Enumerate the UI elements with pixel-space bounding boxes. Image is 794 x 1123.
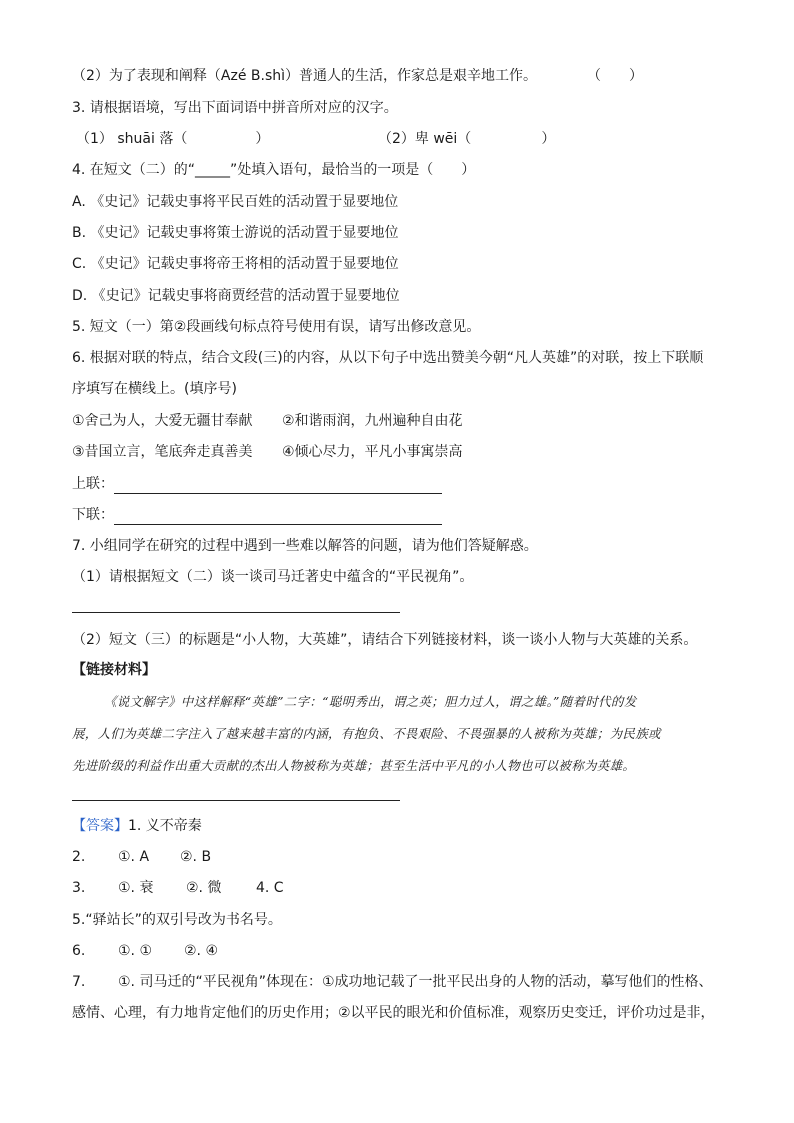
- q7-title: 7. 小组同学在研究的过程中遇到一些难以解答的问题，请为他们答疑解惑。: [72, 538, 538, 554]
- q6-upper-answer-blank[interactable]: [114, 477, 442, 494]
- q3-item2-prefix: （2）卑 wēi（: [378, 131, 472, 147]
- q7-material-title: 【链接材料】: [72, 662, 156, 678]
- q6-lower-answer-blank[interactable]: [114, 508, 442, 525]
- q6-title-line1: 6. 根据对联的特点，结合文段(三)的内容，从以下句子中选出赞美今朝“凡人英雄”的对联，按上下联顺: [72, 350, 704, 366]
- q6-upper-label: 上联：: [72, 476, 114, 492]
- q7-material-line-1: 《说文解字》中这样解释“英雄”二字：“聪明秀出，谓之英；胆力过人，谓之雄。”随着时代的发: [104, 694, 637, 709]
- answer-3-item2: ②. 微: [186, 880, 222, 896]
- q6-upper-line: [72, 474, 442, 494]
- q6-couplet-3: ③昔国立言，笔底奔走真善美: [72, 444, 253, 460]
- answer-7-line2: 感情、心理，有力地肯定他们的历史作用；②以平民的眼光和价值标准，观察历史变迁，评价功过是非，: [72, 1005, 715, 1021]
- answer-1: 1. 义不帝秦: [128, 818, 202, 834]
- q7-sub1-answer-line[interactable]: [72, 612, 400, 613]
- q3-title: 3. 请根据语境，写出下面词语中拼音所对应的汉字。: [72, 100, 398, 116]
- q6-lower-line: [72, 505, 442, 525]
- answer-7-line1: ①. 司马迁的“平民视角”体现在：①成功地记载了一批平民出身的人物的活动，摹写他们的性格、: [118, 974, 713, 990]
- q6-couplet-2: ②和谐雨润，九州遍种自由花: [282, 413, 463, 429]
- answer-5: 5.“驿站长”的双引号改为书名号。: [72, 912, 282, 928]
- q5-title: 5. 短文（一）第②段画线句标点符号使用有误，请写出修改意见。: [72, 319, 481, 335]
- q2-sub2-text: （2）为了表现和阐释（Azé B.shì）普通人的生活，作家总是艰辛地工作。: [72, 68, 538, 84]
- q4-title: 4. 在短文（二）的“_____”处填入语句，最恰当的一项是（ ）: [72, 162, 476, 178]
- q6-couplet-1: ①舍己为人，大爱无疆甘奉献: [72, 413, 253, 429]
- answer-3-num: 3.: [72, 880, 86, 896]
- answer-6-num: 6.: [72, 943, 86, 959]
- q7-material-line-2: 展，人们为英雄二字注入了越来越丰富的内涵，有抱负、不畏艰险、不畏强暴的人被称为英雄；为民族或: [72, 726, 661, 741]
- answer-tag: 【答案】: [72, 818, 128, 834]
- q4-option-b[interactable]: B. 《史记》记载史事将策士游说的活动置于显要地位: [72, 225, 399, 241]
- answer-2-item1: ①. A: [118, 849, 150, 865]
- q7-sub1: （1）请根据短文（二）谈一谈司马迁著史中蕴含的“平民视角”。: [72, 569, 474, 585]
- q6-lower-label: 下联：: [72, 507, 114, 523]
- q3-item1-prefix: （1） shuāi 落（: [76, 131, 188, 147]
- q4-option-c[interactable]: C. 《史记》记载史事将帝王将相的活动置于显要地位: [72, 256, 399, 272]
- q6-couplet-4: ④倾心尽力，平凡小事寓崇高: [282, 444, 463, 460]
- q4-option-a[interactable]: A. 《史记》记载史事将平民百姓的活动置于显要地位: [72, 194, 399, 210]
- q3-item2-suffix: ）: [541, 131, 556, 147]
- answer-3-item1: ①. 衰: [118, 880, 154, 896]
- q7-sub2-answer-line[interactable]: [72, 800, 400, 801]
- q4-option-d[interactable]: D. 《史记》记载史事将商贾经营的活动置于显要地位: [72, 288, 400, 304]
- q2-sub2-answer-paren: （ ）: [587, 68, 643, 84]
- answer-2-num: 2.: [72, 849, 86, 865]
- q6-title-line2: 序填写在横线上。(填序号): [72, 381, 237, 397]
- answer-4: 4. C: [256, 880, 284, 896]
- answer-6-item2: ②. ④: [184, 943, 219, 959]
- q2-sub2: [72, 66, 537, 86]
- q3-item2: [378, 129, 555, 149]
- answer-6-item1: ①. ①: [118, 943, 153, 959]
- q7-material-line-3: 先进阶级的利益作出重大贡献的杰出人物被称为英雄；甚至生活中平凡的小人物也可以被称为英雄。: [72, 758, 636, 773]
- answer-7-num: 7.: [72, 974, 86, 990]
- answer-2-item2: ②. B: [180, 849, 212, 865]
- q3-item1: [76, 129, 269, 149]
- answer-line-1: [72, 816, 202, 836]
- q3-item1-suffix: ）: [255, 131, 270, 147]
- q7-sub2: （2）短文（三）的标题是“小人物，大英雄”，请结合下列链接材料，谈一谈小人物与大英雄的关系。: [72, 632, 698, 648]
